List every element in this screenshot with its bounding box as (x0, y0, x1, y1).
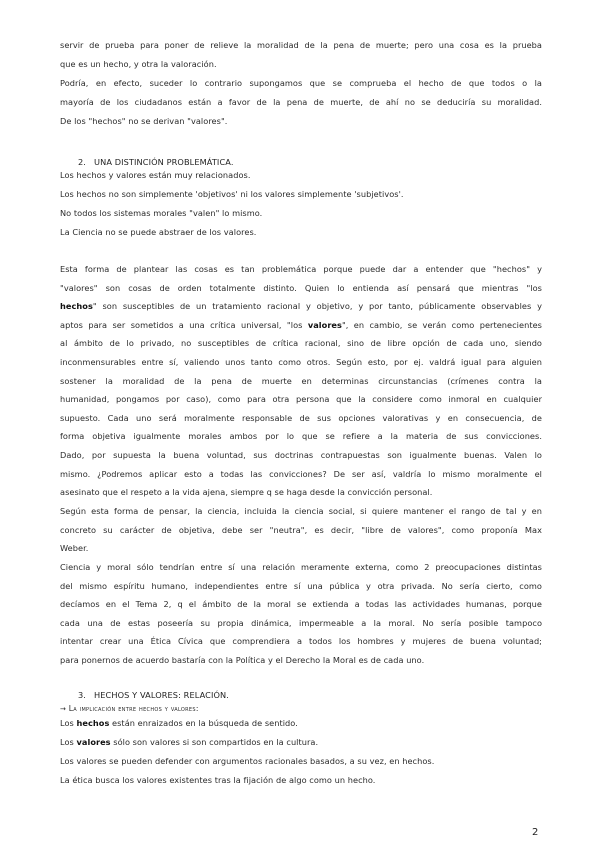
body-paragraph-3 (60, 562, 542, 666)
text-line: sostener la moralidad de la pena de muerte en determinas circunstancias (crímenes contra la (60, 375, 542, 386)
bold-term: valores (307, 319, 342, 330)
statement-line: No todos los sistemas morales "valen" lo mismo. (60, 208, 263, 218)
bold-term: valores (76, 737, 111, 747)
text-line: Podría, en efecto, suceder lo contrario supongamos que se comprueba el hecho de que todos o la (60, 78, 542, 88)
text-line: "valores" son cosas de orden totalmente distinto. Quien lo entienda así pensará que mientras "los (60, 282, 542, 293)
intro-paragraph (60, 40, 542, 127)
text-line: al ámbito de lo privado, no susceptibles de crítica racional, sino de libre opción de cada uno, siendo (60, 338, 542, 349)
section-3-heading (78, 690, 229, 700)
subtitle: La implicación entre hechos y valores: (68, 704, 199, 713)
section-2-statements (60, 170, 542, 238)
body-paragraph-2 (60, 506, 542, 554)
statement-line: Los hechos y valores están muy relacionados. (60, 170, 251, 180)
text-line: cada una de estas poseería su propia dinámica, impermeable a la moral. No sería posible tampoco (60, 617, 542, 628)
text-line: Según esta forma de pensar, la ciencia, incluida la ciencia social, si quiere mantener el rango de tal y en (60, 506, 542, 516)
statement-line: La Ciencia no se puede abstraer de los valores. (60, 227, 257, 237)
section-number: 3. (78, 690, 87, 700)
text-line: Los valores sólo son valores si son compartidos en la cultura. (60, 737, 319, 747)
body-paragraph-1 (60, 264, 542, 498)
subtitle-line (60, 703, 542, 714)
text-line: Dado, por supuesta la buena voluntad, sus doctrinas contrapuestas son igualmente buenas. Valen lo (60, 449, 542, 460)
section-title: UNA DISTINCIÓN PROBLEMÁTICA. (94, 157, 234, 167)
text-line: humanidad, pongamos por caso), como para otra persona que la considere como inmoral en cualquier (60, 394, 542, 405)
statement-line: Los hechos no son simplemente 'objetivos' ni los valores simplemente 'subjetivos'. (60, 189, 404, 199)
text-line: forma objetiva igualmente morales ambos por lo que se refiere a la materia de sus convicciones. (60, 431, 542, 442)
text-line: hechos" son susceptibles de un tratamiento racional y objetivo, y por tanto, públicamente observables y (60, 301, 542, 312)
text-line: mayoría de los ciudadanos están a favor de la pena de muerte, de ahí no se deduciría su moralidad. (60, 97, 542, 107)
section-2-heading (78, 157, 234, 167)
text-line: para ponernos de acuerdo bastaría con la Política y el Derecho la Moral es de cada uno. (60, 654, 425, 665)
text-line: Los valores se pueden defender con argumentos racionales basados, a su vez, en hechos. (60, 756, 435, 766)
text-line: concreto su carácter de objetiva, debe ser "neutra", es decir, "libre de valores", como proponía Max (60, 524, 542, 535)
text-line: Los hechos están enraizados en la búsqueda de sentido. (60, 718, 298, 728)
text-line: inconmensurables entre sí, valiendo unos tanto como otros. Según esto, por ej. valdrá igual para alguien (60, 356, 542, 367)
text-line: Weber. (60, 543, 89, 554)
section-3-content (60, 703, 542, 786)
page-number: 2 (532, 827, 539, 838)
text-line: intentar crear una Ética Cívica que comprendiera a todos los hombres y mujeres de buena voluntad; (60, 636, 542, 647)
text-line: decíamos en el Tema 2, q el ámbito de la moral se extienda a todas las actividades humanas, porque (60, 599, 542, 610)
text-line: que es un hecho, y otra la valoración. (60, 59, 217, 69)
text-line: De los "hechos" no se derivan "valores". (60, 116, 228, 126)
arrow-right-icon: → (60, 705, 67, 713)
text-line: aptos para ser sometidos a una crítica universal, "los valores", en cambio, se verán como pertenecientes (60, 319, 542, 330)
text-line: del mismo espíritu humano, independientes entre sí una pública y otra privada. No sería cierto, como (60, 580, 542, 591)
text-line: servir de prueba para poner de relieve la moralidad de la pena de muerte; pero una cosa es la prueba (60, 40, 542, 50)
text-line: supuesto. Cada uno será moralmente responsable de sus opciones valorativas y en consecuencia, de (60, 412, 542, 423)
text-line: La ética busca los valores existentes tras la fijación de algo como un hecho. (60, 775, 376, 785)
text-line: Esta forma de plantear las cosas es tan problemática porque puede dar a entender que "hechos" y (60, 264, 542, 274)
section-title: HECHOS Y VALORES: RELACIÓN. (94, 690, 229, 700)
bold-term: hechos (76, 718, 110, 728)
text-line: mismo. ¿Podremos aplicar esto a todas las convicciones? De ser así, valdría lo mismo moralmente el (60, 468, 542, 479)
bold-term: hechos (60, 301, 93, 312)
section-number: 2. (78, 157, 87, 167)
text-line: Ciencia y moral sólo tendrían entre sí una relación meramente externa, como 2 preocupaciones distintas (60, 562, 542, 572)
text-line: asesinato que el respeto a la vida ajena, siempre q se haga desde la convicción personal. (60, 487, 433, 498)
